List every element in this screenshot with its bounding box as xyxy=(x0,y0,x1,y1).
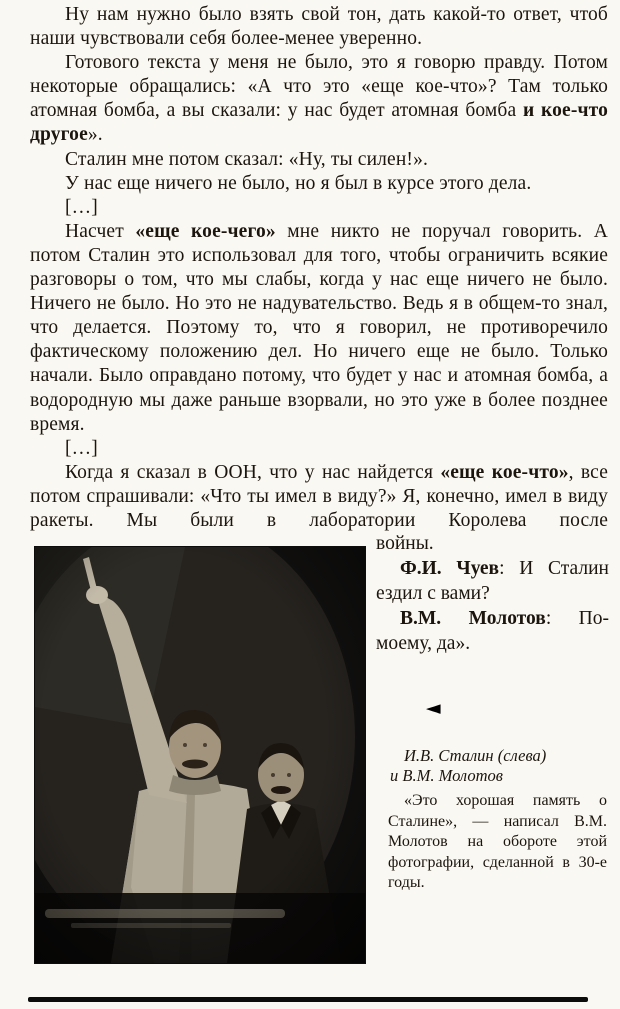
paragraph xyxy=(30,172,608,196)
bold-phrase: «еще кое-что» xyxy=(440,461,569,483)
paragraph-text: мне никто не поручал говорить. А потом Сталин это использовал для того, чтобы ограничить всякие разговоры о том, что мы слабы, когда у нас еще ничего не было. Ничего не было. Но это не надувательство. Ведь я в общем-то знал, что делается. Поэтому то, что я говорил, не противоречило фактическому положению дел. Но ничего еще не было. Только начали. Было оправдано потому, что будет у нас и атомная бомба, а водородную мы даже раньше взорвали, но это уже в более позднее время. xyxy=(30,220,608,435)
paragraph-text: Ну нам нужно было взять свой тон, дать какой-то ответ, чтоб наши чувствовали себя более-менее уверенно. xyxy=(30,4,608,50)
photo-caption-title xyxy=(376,746,609,786)
paragraph xyxy=(30,461,608,533)
photo-image xyxy=(35,547,365,963)
paragraph xyxy=(30,51,608,147)
photo-caption-note: «Это хорошая память о Сталине», — написал В.М. Молотов на обороте этой фотографии, сделанной в 30-е годы. xyxy=(388,792,607,891)
paragraph-text: […] xyxy=(65,437,98,459)
dialog-text: : По-моему, да». xyxy=(376,608,610,654)
caption-title-line1: И.В. Сталин (слева) xyxy=(404,746,547,765)
paragraph-text: Сталин мне потом сказал: «Ну, ты силен!». xyxy=(65,148,429,170)
paragraph-continuation xyxy=(376,531,609,556)
scan-edge-line xyxy=(28,997,588,1002)
dialog-question xyxy=(376,556,609,606)
caption-title-line2: и В.М. Молотов xyxy=(390,766,503,785)
paragraph-text: , все потом спрашивали: «Что ты имел в виду?» Я, конечно, имел в виду ракеты. Мы были в лаборатории Королева после xyxy=(30,461,608,531)
ellipsis-line xyxy=(30,437,608,461)
paragraph-text: […] xyxy=(65,196,98,218)
left-pointer-glyph: ◄ xyxy=(426,697,441,719)
paragraph-text: ». xyxy=(87,124,103,146)
photo-stalin-molotov xyxy=(34,546,366,964)
paragraph xyxy=(30,148,608,172)
paragraph-text: Готового текста у меня не было, это я говорю правду. Потом некоторые обращались: «А что это «еще кое-что»? Там только атомная бомба, а вы сказали: у нас будет атомная бомба xyxy=(30,52,608,122)
paragraph xyxy=(30,220,608,437)
speaker-name: Ф.И. Чуев xyxy=(400,558,500,579)
bold-phrase: и кое-что другое xyxy=(30,100,608,146)
main-text-block xyxy=(30,3,608,533)
paragraph xyxy=(30,3,608,51)
dialog-text: : И Сталин ездил с вами? xyxy=(376,558,609,604)
ellipsis-line xyxy=(30,196,608,220)
paragraph-text: У нас еще ничего не было, но я был в курсе этого дела. xyxy=(65,172,532,194)
paragraph-text: Когда я сказал в ООН, что у нас найдется xyxy=(65,461,441,483)
left-pointer-icon xyxy=(426,698,609,718)
paragraph-text: Насчет xyxy=(65,220,136,242)
paragraph-text: войны. xyxy=(376,533,434,554)
right-column xyxy=(376,531,609,894)
speaker-name: В.М. Молотов xyxy=(400,608,546,629)
dialog-answer xyxy=(376,606,609,656)
bold-phrase: «еще кое-чего» xyxy=(135,220,276,242)
